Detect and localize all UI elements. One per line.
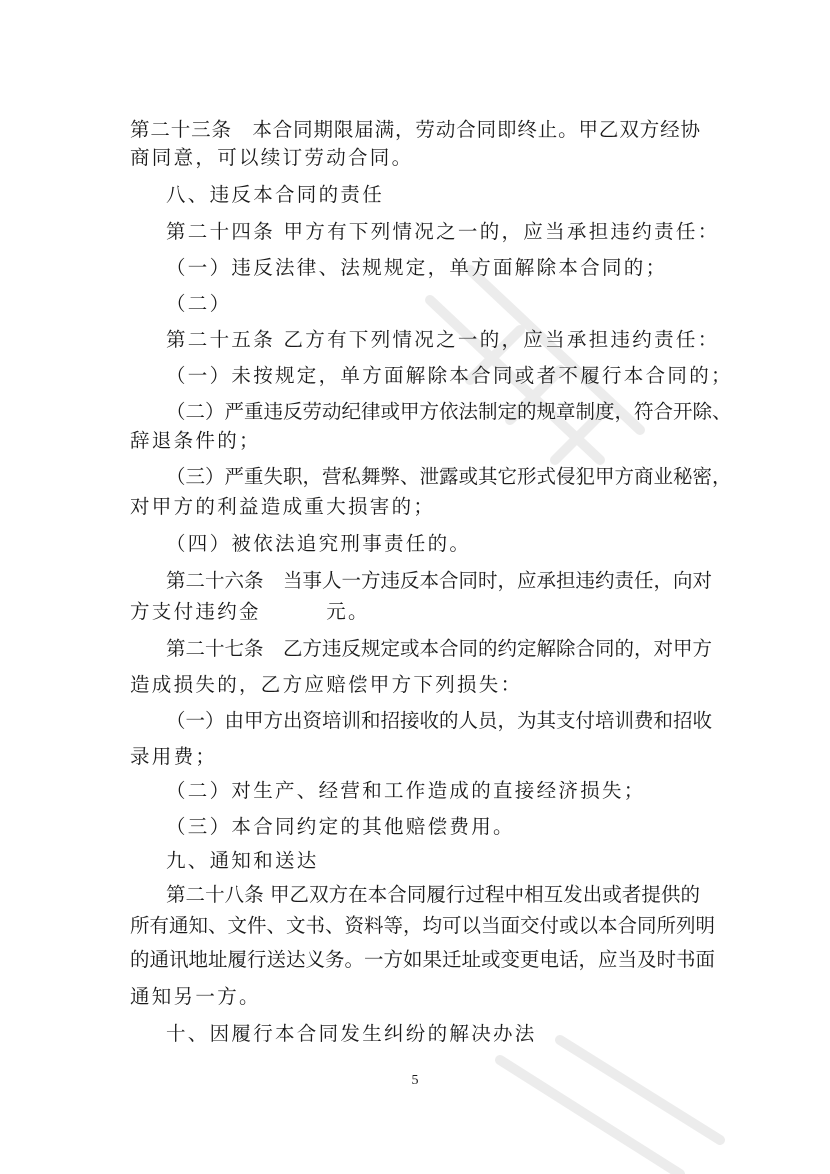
paragraph-line: 辞退条件的；: [130, 429, 261, 452]
list-item: （三）本合同约定的其他赔偿费用。: [166, 815, 515, 838]
list-item: （一）由甲方出资培训和招接收的人员，为其支付培训费和招收: [166, 709, 713, 732]
list-item: （一）未按规定，单方面解除本合同或者不履行本合同的；: [166, 364, 733, 387]
section-heading: 九、通知和送达: [166, 849, 319, 872]
list-item: （一）违反法律、法规规定，单方面解除本合同的；: [166, 256, 668, 279]
paragraph-line: 所有通知、文件、文书、资料等，均可以当面交付或以本合同所列明: [130, 914, 716, 937]
paragraph-line: 第二十七条 乙方违反规定或本合同的约定解除合同的，对甲方: [166, 637, 713, 660]
paragraph-line: 通知另一方。: [130, 985, 261, 1008]
list-item: （四）被依法追究刑事责任的。: [166, 532, 472, 555]
paragraph-line: 第二十三条 本合同期限届满，劳动合同即终止。甲乙双方经协: [130, 118, 700, 141]
paragraph-line: 第二十五条 乙方有下列情况之一的，应当承担违约责任：: [166, 328, 720, 351]
paragraph-line: 第二十八条 甲乙双方在本合同履行过程中相互发出或者提供的: [166, 883, 700, 906]
list-item: （二）严重违反劳动纪律或甲方依法制定的规章制度，符合开除、: [166, 400, 732, 423]
page-number: 5: [411, 1073, 419, 1088]
paragraph-line: 商同意，可以续订劳动合同。: [130, 146, 414, 169]
paragraph-line: 造成损失的，乙方应赔偿甲方下列损失：: [130, 673, 523, 696]
list-item: （二）对生产、经营和工作造成的直接经济损失；: [166, 779, 646, 802]
list-item: （三）严重失职，营私舞弊、泄露或其它形式侵犯甲方商业秘密，: [166, 465, 732, 488]
section-heading: 八、违反本合同的责任: [166, 183, 385, 206]
paragraph-line: 对甲方的利益造成重大损害的；: [130, 495, 436, 518]
paragraph-line: 方支付违约金 元。: [130, 600, 370, 623]
paragraph-line: 录用费；: [130, 745, 218, 768]
paragraph-line: 第二十四条 甲方有下列情况之一的，应当承担违约责任：: [166, 220, 720, 243]
paragraph-line: 第二十六条 当事人一方违反本合同时，应承担违约责任，向对: [166, 569, 713, 592]
section-heading: 十、因履行本合同发生纠纷的解决办法: [166, 1022, 537, 1045]
paragraph-line: 的通讯地址履行送达义务。一方如果迁址或变更电话，应当及时书面: [130, 948, 716, 971]
list-item: （二）: [166, 292, 232, 315]
